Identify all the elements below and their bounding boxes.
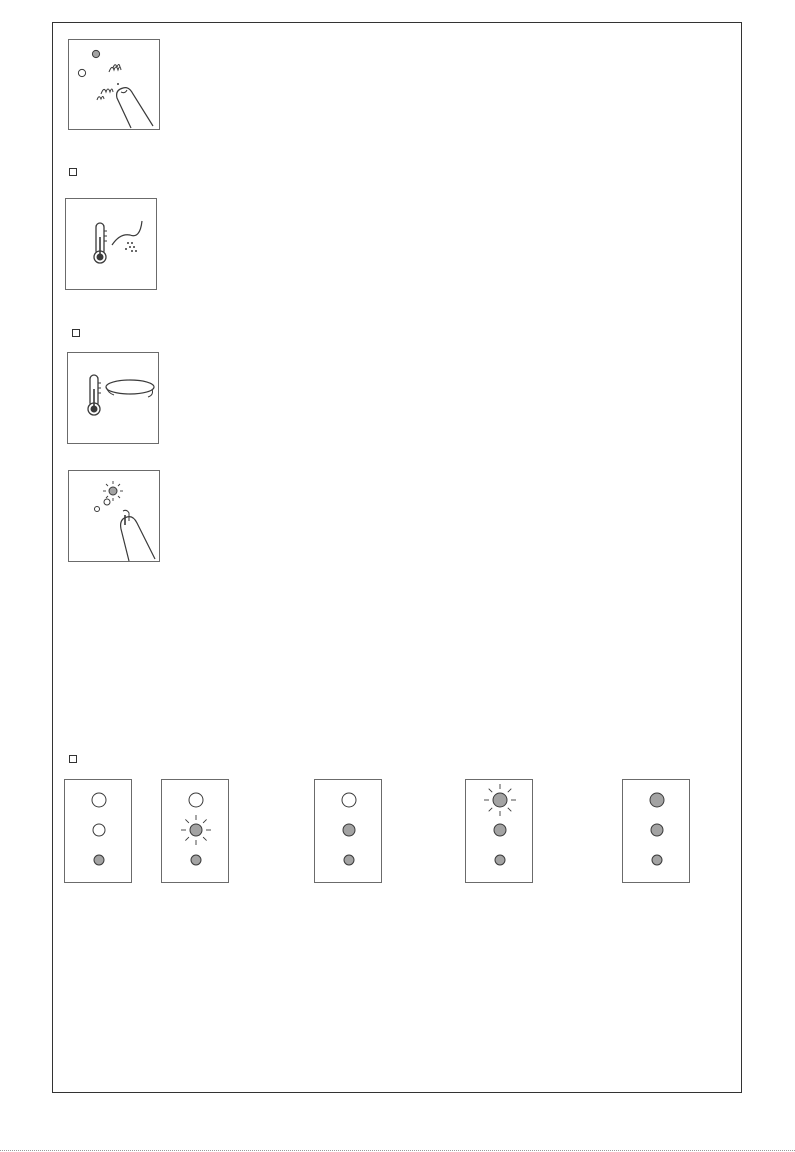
- middle-led-on: [343, 824, 355, 836]
- led-panel-state-1: [64, 779, 132, 883]
- led-panel-state-2: [161, 779, 229, 883]
- middle-led-on: [651, 824, 663, 836]
- illustration-led-press: [68, 470, 160, 562]
- top-led-off: [342, 793, 356, 807]
- finger-touch-led-icon: [69, 40, 161, 131]
- top-led-off: [92, 793, 106, 807]
- bottom-led-on: [652, 855, 662, 865]
- finger-press-led-icon: [69, 471, 161, 563]
- led-panel-state-3: [314, 779, 382, 883]
- bottom-led-on: [94, 855, 104, 865]
- checkbox-section-1: [69, 168, 77, 176]
- thermometer-plate-icon: [68, 353, 160, 445]
- top-led-on: [650, 793, 664, 807]
- middle-led-off: [93, 824, 105, 836]
- led-panel-state-5: [622, 779, 690, 883]
- page-bottom-rule: [0, 1150, 795, 1151]
- illustration-led-touch: [68, 39, 160, 130]
- bottom-led-on: [495, 855, 505, 865]
- thermometer-steam-icon: [66, 199, 158, 291]
- bottom-led-on: [344, 855, 354, 865]
- bottom-led-on: [191, 855, 201, 865]
- checkbox-section-2: [72, 329, 80, 337]
- illustration-thermometer-plate: [67, 352, 159, 444]
- top-led-off: [189, 793, 203, 807]
- illustration-thermometer-steam: [65, 198, 157, 290]
- middle-led-blinking: [190, 824, 202, 836]
- led-panel-state-4: [465, 779, 533, 883]
- checkbox-section-3: [69, 755, 77, 763]
- middle-led-on: [494, 824, 506, 836]
- top-led-blinking: [493, 793, 507, 807]
